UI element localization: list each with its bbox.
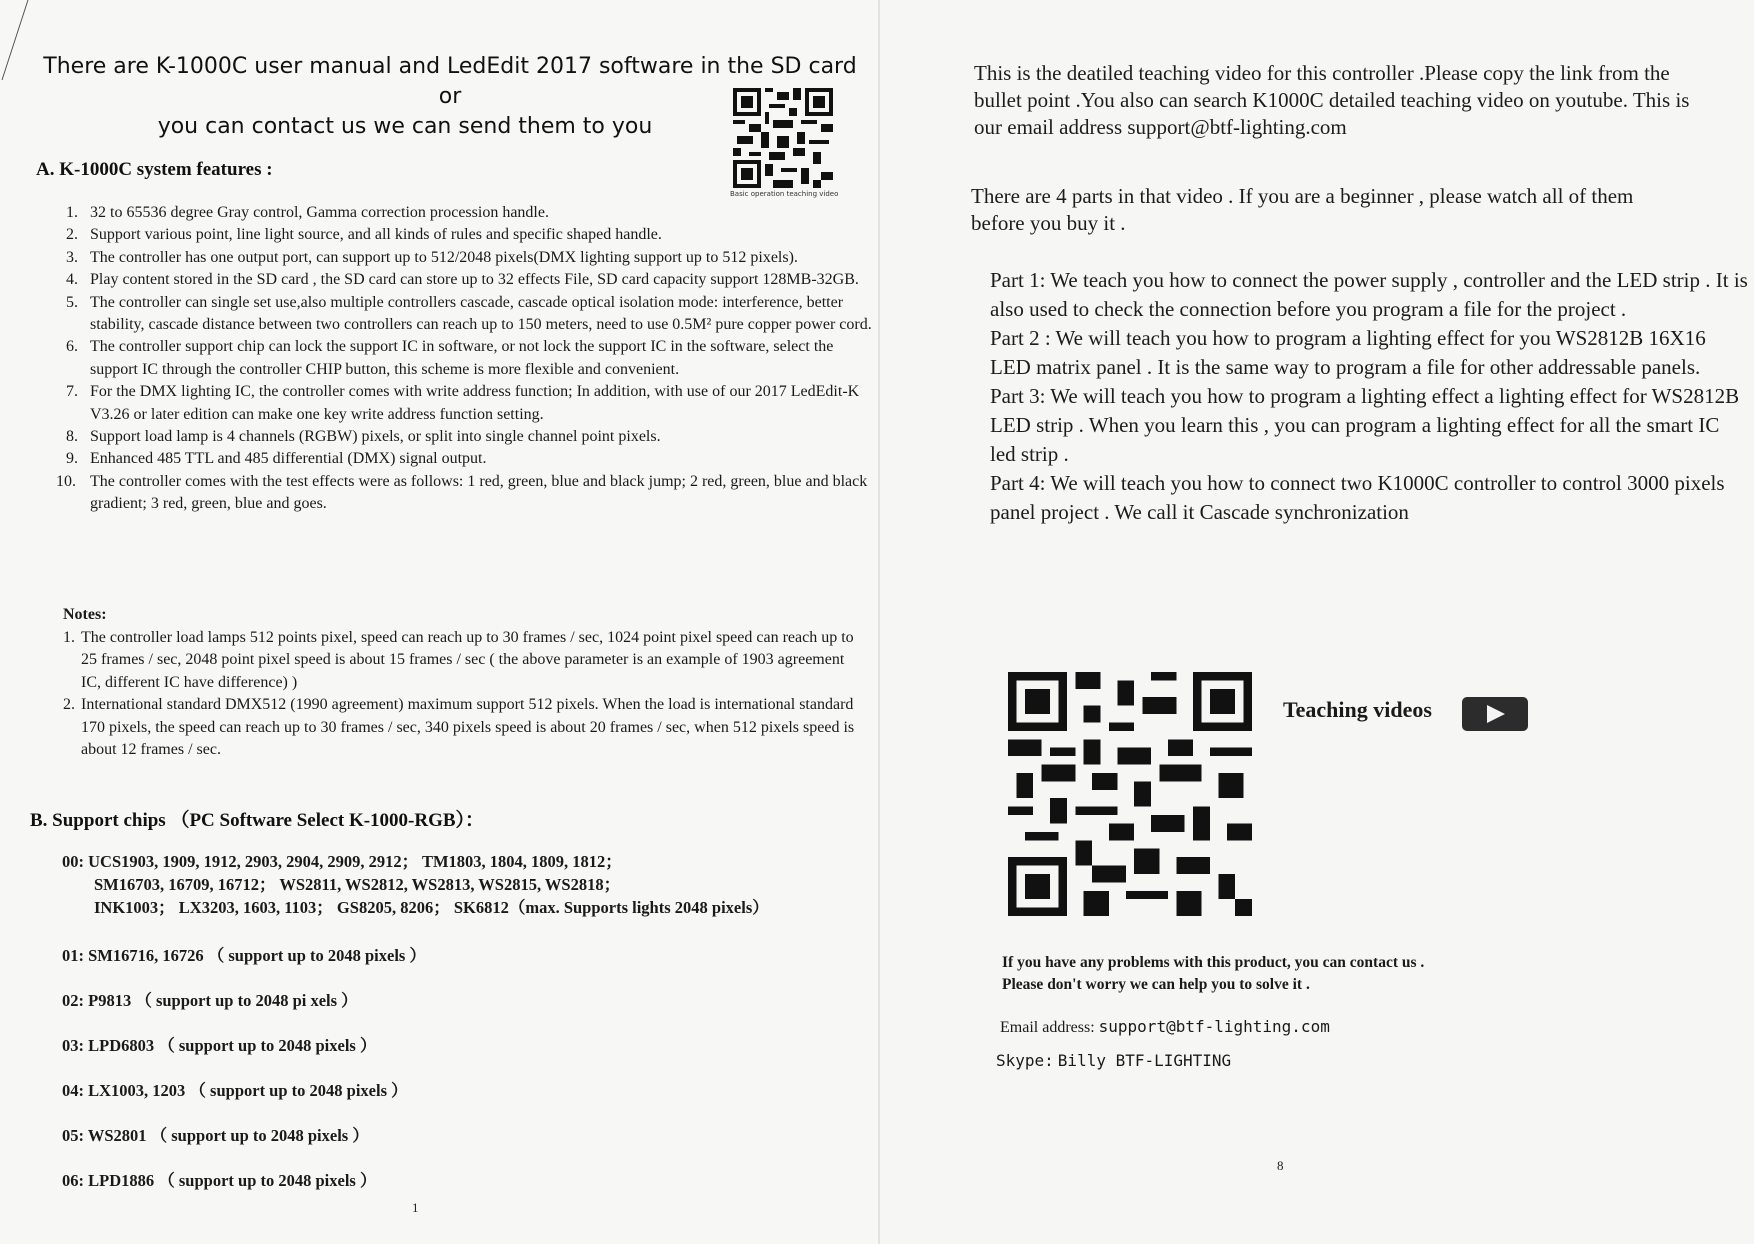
chip-line: 01: SM16716, 16726 （ support up to 2048 pixels ） xyxy=(62,946,426,965)
skype-value: Billy BTF-LIGHTING xyxy=(1057,1051,1232,1070)
chips-group-00 xyxy=(62,850,872,919)
list-item: 1. The controller load lamps 512 points pixel, speed can reach up to 30 frames / sec, 1024 point pixel speed can reach up to 25 frames / sec, 2048 point pixel speed is about 15 frames / sec ( the above parameter is an example of 1903 agreement IC, different IC have difference) ) xyxy=(63,629,854,691)
teaching-videos-label: Teaching videos xyxy=(1283,697,1432,722)
list-item: 2. Support various point, line light source, and all kinds of rules and specific shaped handle. xyxy=(66,226,662,244)
section-a-title: A. K-1000C system features : xyxy=(36,159,273,180)
sd-note-line-1: There are K-1000C user manual and LedEdit 2017 software in the SD card or xyxy=(43,54,857,109)
email-value[interactable]: support@btf-lighting.com xyxy=(1098,1017,1330,1036)
list-item: 10. The controller comes with the test effects were as follows: 1 red, green, blue and black jump; 2 red, green, blue and black gradient; 3 red, green, blue and goes. xyxy=(56,472,868,513)
features-list xyxy=(52,202,872,516)
section-b-title: B. Support chips （PC Software Select K-1000-RGB）： xyxy=(30,810,485,831)
qr-code-small xyxy=(733,88,833,188)
list-item: Part 3: We will teach you how to program a lighting effect a lighting effect for WS2812B LED strip . When you learn this , you can program a lighting effect for all the smart IC led strip . xyxy=(990,384,1740,466)
list-item: 8. Support load lamp is 4 channels (RGBW) pixels, or split into single channel point pixels. xyxy=(66,428,661,446)
chip-line: 04: LX1003, 1203 （ support up to 2048 pixels ） xyxy=(62,1081,408,1100)
list-item: 5. The controller can single set use,also multiple controllers cascade, cascade optical isolation mode: interference, better stability, cascade distance between two controllers can reach up to 150 meters, need to use 0.5M² pure copper power cord. xyxy=(66,293,872,334)
list-item: Part 2 : We will teach you how to program a lighting effect for you WS2812B 16X16 LED matrix panel . It is the same way to program a file for other addressable panels. xyxy=(990,326,1706,379)
chip-line: 00: UCS1903, 1909, 1912, 2903, 2904, 2909, 2912； TM1803, 1804, 1809, 1812； xyxy=(62,852,622,871)
chip-line: 05: WS2801 （ support up to 2048 pixels ） xyxy=(62,1126,369,1145)
list-item: 4. Play content stored in the SD card , the SD card can store up to 32 effects File, SD card capacity support 128MB-32GB. xyxy=(66,271,859,289)
play-icon[interactable] xyxy=(1462,697,1528,731)
intro-paragraph: This is the deatiled teaching video for this controller .Please copy the link from the bullet point .You also can search K1000C detailed teaching video on youtube. This is our email address support@btf-lighting.com xyxy=(974,61,1690,139)
skype-line xyxy=(996,1051,1231,1071)
list-item: 1. 32 to 65536 degree Gray control, Gamma correction procession handle. xyxy=(66,204,549,221)
skype-label: Skype: xyxy=(996,1051,1054,1070)
chip-line: SM16703, 16709, 16712； WS2811, WS2812, WS2813, WS2815, WS2818； xyxy=(94,875,621,894)
qr-code-large xyxy=(1008,672,1252,916)
sd-note-line-2: you can contact us we can send them to you xyxy=(157,114,653,139)
list-item: 7. For the DMX lighting IC, the controller comes with write address function; In addition, with use of our 2017 LedEdit-K V3.26 or later edition can make one key write address function setting. xyxy=(66,383,860,423)
list-item: 6. The controller support chip can lock the support IC in software, or not lock the support IC in the software, select the support IC through the controller CHIP button, this scheme is more flexible and convenient. xyxy=(66,338,834,378)
page-number: 8 xyxy=(1277,1158,1284,1173)
list-item: Part 1: We teach you how to connect the power supply , controller and the LED strip . It is also used to check the connection before you program a file for the project . xyxy=(990,268,1748,321)
right-page xyxy=(880,0,1754,1244)
list-item: 9. Enhanced 485 TTL and 485 differential (DMX) signal output. xyxy=(66,450,487,468)
qr-caption: Basic operation teaching video xyxy=(730,190,839,198)
list-item: 2. International standard DMX512 (1990 agreement) maximum support 512 pixels. When the load is international standard 170 pixels, the speed can reach up to 30 frames / sec, 340 pixels speed is about 20 frames / sec, when 512 pixels speed is about 12 frames / sec. xyxy=(63,696,855,759)
chip-line: 02: P9813 （ support up to 2048 pi xels ） xyxy=(62,991,358,1010)
list-item: Part 4: We will teach you how to connect two K1000C controller to control 3000 pixels panel project . We call it Cascade synchronization xyxy=(990,471,1725,524)
list-item: 3. The controller has one output port, can support up to 512/2048 pixels(DMX lighting support up to 512 pixels). xyxy=(66,248,798,266)
page-number: 1 xyxy=(412,1200,419,1215)
email-label: Email address: xyxy=(1000,1019,1095,1036)
contact-note xyxy=(1002,952,1424,996)
email-line xyxy=(1000,1017,1330,1037)
chip-line: INK1003； LX3203, 1603, 1103； GS8205, 8206； SK6812（max. Supports lights 2048 pixels） xyxy=(94,898,769,917)
contact-line-1: If you have any problems with this product, you can contact us . xyxy=(1002,954,1425,971)
notes-list xyxy=(63,627,863,761)
contact-line-2: Please don't worry we can help you to solve it . xyxy=(1002,976,1310,993)
notes-title: Notes: xyxy=(63,606,107,623)
chip-line: 03: LPD6803 （ support up to 2048 pixels ） xyxy=(62,1036,377,1055)
parts-list xyxy=(968,266,1748,527)
chip-line: 06: LPD1886 （ support up to 2048 pixels ） xyxy=(62,1171,377,1190)
parts-intro-paragraph: There are 4 parts in that video . If you are a beginner , please watch all of them before you buy it . xyxy=(971,184,1634,235)
